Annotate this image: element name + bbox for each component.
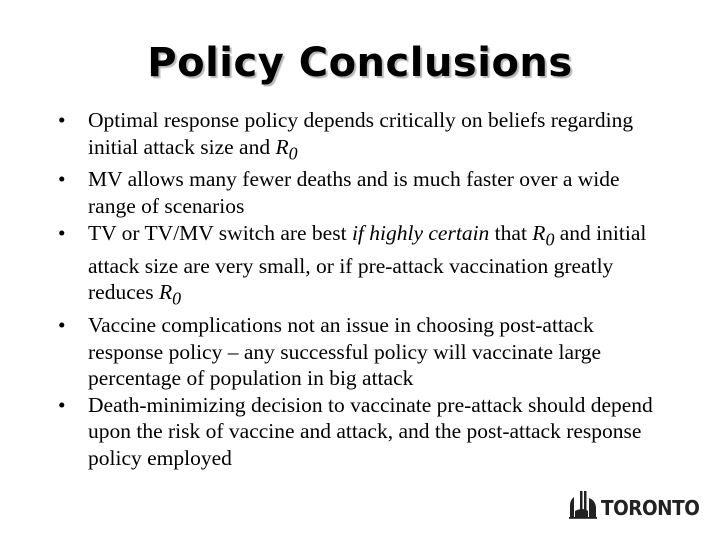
slide-title: Policy Conclusions xyxy=(147,40,573,86)
bullet-marker: • xyxy=(58,392,66,417)
bullet-item xyxy=(58,166,670,219)
bullet-item xyxy=(58,220,670,312)
bullet-marker: • xyxy=(58,167,66,192)
bullet-text: MV allows many fewer deaths and is much faster over a wide range of scenarios xyxy=(88,167,620,219)
bullet-marker: • xyxy=(58,108,66,132)
bullet-text: Vaccine complications not an issue in choosing post-attack response policy – any successful policy will vaccinate large percentage of population in big attack xyxy=(88,313,602,391)
bullet-text: Death-minimizing decision to vaccinate pre-attack should depend upon the risk of vaccine and attack, and the post-attack response policy employed xyxy=(88,392,653,471)
bullet-text: Optimal response policy depends critically on beliefs regarding initial attack size and $R_0$ xyxy=(88,108,634,163)
toronto-wordmark: TORONTO xyxy=(601,496,700,520)
bullet-item xyxy=(58,107,670,166)
toronto-logo xyxy=(568,487,708,519)
bullet-marker: • xyxy=(58,220,66,245)
bullet-text: TV or TV/MV switch are best if highly certain that $R_0$ and initial attack size are very small, or if pre-attack vaccination greatly reduces $R_0$ xyxy=(88,220,647,309)
bullet-item xyxy=(58,392,670,472)
toronto-city-hall-icon xyxy=(568,489,598,519)
bullet-list xyxy=(58,107,670,472)
bullet-item xyxy=(58,312,670,392)
bullet-marker: • xyxy=(58,313,66,338)
